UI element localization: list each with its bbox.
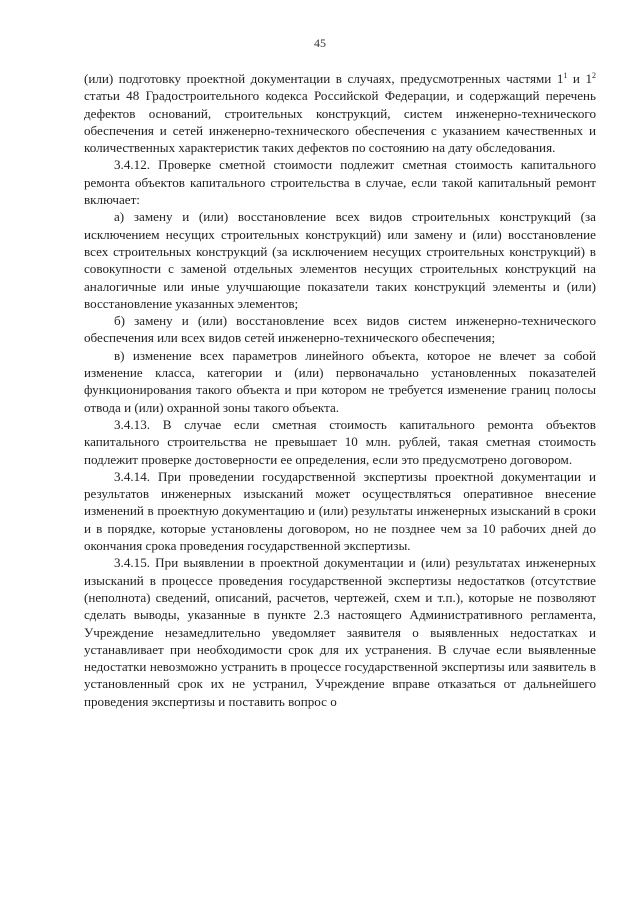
list-item-v: в) изменение всех параметров линейного объекта, которое не влечет за собой изменение класса, категории и (или) первоначально установленных показателей функционирования такого объекта и при котором не требуется изменение границ полосы отвода и (или) охранной зоны такого объекта. (84, 347, 596, 415)
superscript: 1 (563, 71, 568, 80)
list-item-b: б) замену и (или) восстановление всех видов систем инженерно-технического обеспечения или всех видов сетей инженерно-технического обеспечения; (84, 313, 596, 346)
paragraph-3-4-14: 3.4.14. При проведении государственной экспертизы проектной документации и результатов инженерных изысканий может осуществляться оперативное внесение изменений в проектную документацию и (или) результаты инженерных изысканий в сроки и в порядке, которые установлены договором, но не позднее чем за 10 рабочих дней до окончания срока проведения государственной экспертизы. (84, 468, 596, 554)
paragraph-text: (или) подготовку проектной документации в случаях, предусмотренных частями 1 (84, 71, 564, 86)
paragraph-text: статьи 48 Градостроительного кодекса Российской Федерации, и содержащий перечень дефектов оснований, строительных конструкций, систем инженерно-технического обеспечения и сетей инженерно-технического обеспечения с указанием качественных и количественных характеристик таких дефектов по состоянию на дату обследования. (84, 88, 596, 156)
list-item-a: а) замену и (или) восстановление всех видов строительных конструкций (за исключением несущих строительных конструкций) или замену и (или) восстановление всех строительных конструкций (за исключением несущих строительных конструкций) в совокупности с заменой отдельных элементов несущих строительных конструкций на аналогичные или иные улучшающие показатели таких конструкций элементы и (или) восстановление указанных элементов; (84, 209, 596, 311)
paragraph-3-4-13: 3.4.13. В случае если сметная стоимость капитального ремонта объектов капитального строительства не превышает 10 млн. рублей, такая сметная стоимость подлежит проверке достоверности ее определения, если это предусмотрено договором. (84, 416, 596, 467)
superscript: 2 (592, 71, 597, 80)
paragraph-continuation (84, 70, 596, 156)
paragraph-3-4-12: 3.4.12. Проверке сметной стоимости подлежит сметная стоимость капитального ремонта объектов капитального строительства в случае, если такой капитальный ремонт включает: (84, 157, 596, 208)
paragraph-3-4-15: 3.4.15. При выявлении в проектной документации и (или) результатах инженерных изысканий в процессе проведения государственной экспертизы недостатков (отсутствие (неполнота) сведений, описаний, расчетов, чертежей, схем и т.п.), которые не позволяют сделать выводы, указанные в пункте 2.3 настоящего Административного регламента, Учреждение незамедлительно уведомляет заявителя о выявленных недостатках и устанавливает при необходимости срок для их устранения. В случае если выявленные недостатки невозможно устранить в процессе государственной экспертизы или заявитель в установленный срок их не устранил, Учреждение вправе отказаться от дальнейшего проведения экспертизы и поставить вопрос о (84, 555, 596, 709)
paragraph-text: и 1 (567, 71, 593, 86)
page-number: 45 (314, 36, 326, 50)
